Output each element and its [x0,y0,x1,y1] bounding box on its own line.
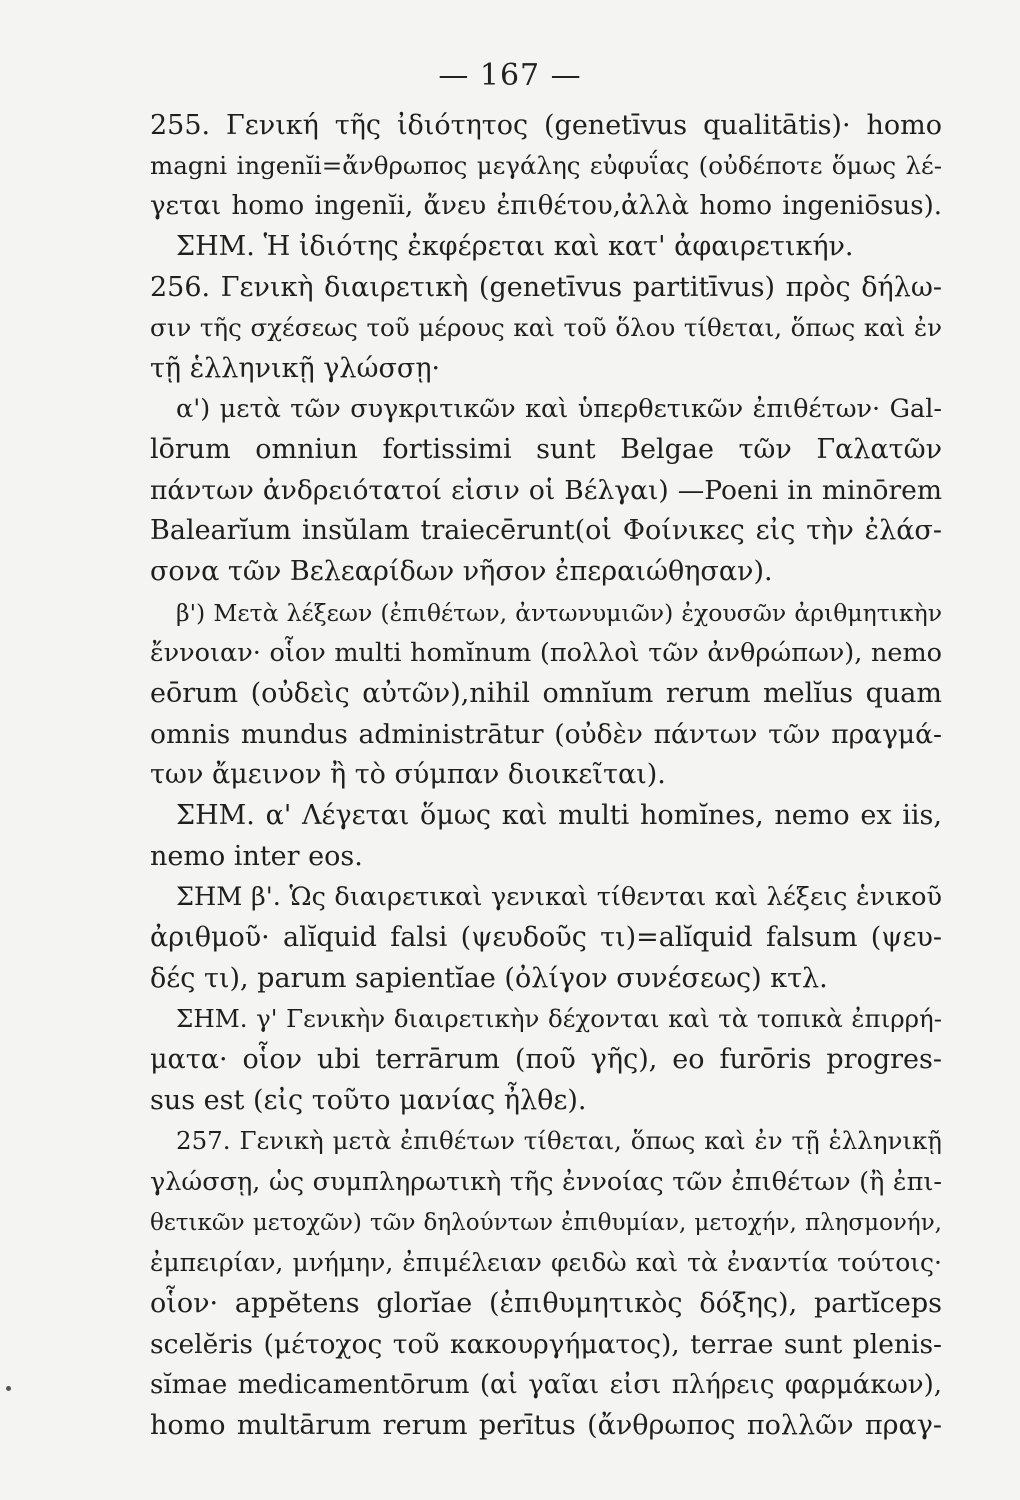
text-line: τῇ ἑλληνικῇ γλώσσῃ· [150,353,441,384]
text-line: ΣΗΜ β'. Ὡς διαιρετικαὶ γενικαὶ τίθενται καὶ λέξεις ἑνικοῦ [176,882,942,912]
text-line: β') Μετὰ λέξεων (ἐπιθέτων, ἀντωνυμιῶν) ἐχουσῶν ἀριθμητικὴν [176,599,942,627]
text-line: lōrum omniun fortissimi sunt Belgae τῶν Γαλατῶν [150,434,942,465]
text-line: nemo inter eos. [150,841,363,872]
text-line: 255. Γενική τῆς ἰδιότητος (genetīvus qualitātis)· homo [150,110,942,141]
text-line: homo multārum rerum perītus (ἄνθρωπος πολλῶν πραγ- [150,1410,942,1441]
text-line: ΣΗΜ. Ἡ ἰδιότης ἐκφέρεται καὶ κατ' ἀφαιρετικήν. [176,231,854,262]
text-line: sĭmae medicamentōrum (αἱ γαῖαι εἰσι πλήρεις φαρμάκων), [150,1370,942,1400]
text-line: σονα τῶν Βελεαρίδων νῆσον ἐπεραιώθησαν). [150,556,773,587]
text-line: γλώσσῃ, ὡς συμπληρωτικὴ τῆς ἐννοίας τῶν ἐπιθέτων (ἢ ἐπι- [150,1167,942,1197]
text-line: Balearĭum insŭlam traiecērunt(οἱ Φοίνικες εἰς τὴν ἐλάσ- [150,515,942,546]
text-line: ἐμπειρίαν, μνήμην, ἐπιμέλειαν φειδὼ καὶ τὰ ἐναντία τούτοις· [150,1248,942,1277]
text-line: πάντων ἀνδρειότατοί εἰσιν οἱ Βέλγαι) —Poeni in minōrem [150,475,942,506]
text-line: ἔννοιαν· οἷον multi homĭnum (πολλοὶ τῶν ἀνθρώπων), nemo [150,638,942,668]
text-line: eōrum (οὐδεὶς αὐτῶν),nihil omnĭum rerum melĭus quam [150,678,942,709]
text-line: scelĕris (μέτοχος τοῦ κακουργήματος), terrae sunt plenis- [150,1329,942,1360]
text-line: ΣΗΜ. γ' Γενικὴν διαιρετικὴν δέχονται καὶ τὰ τοπικὰ ἐπιρρή- [176,1004,942,1033]
margin-dot [6,1386,11,1391]
page-number: — 167 — [438,58,582,93]
text-line: omnis mundus administrātur (οὐδὲν πάντων τῶν πραγμά- [150,719,942,750]
text-line: ΣΗΜ. α' Λέγεται ὅμως καὶ multi homĭnes, nemo ex iis, [176,800,942,831]
text-line: οἷον· appĕtens glorĭae (ἐπιθυμητικὸς δόξης), partĭceps [150,1288,942,1319]
text-line: α') μετὰ τῶν συγκριτικῶν καὶ ὑπερθετικῶν ἐπιθέτων· Gal- [176,394,942,424]
text-line: magni ingenĭi=ἄνθρωπος μεγάλης εὐφυΐας (οὐδέποτε ὅμως λέ- [150,151,942,180]
text-line: 257. Γενικὴ μετὰ ἐπιθέτων τίθεται, ὅπως καὶ ἐν τῇ ἑλληνικῇ [176,1126,942,1155]
text-line: ἀριθμοῦ· alĭquid falsi (ψευδοῦς τι)=alĭquid falsum (ψευ- [150,922,942,953]
text-line: δές τι), parum sapientĭae (ὀλίγον συνέσεως) κτλ. [150,963,828,994]
text-line: των ἄμεινον ἢ τὸ σύμπαν διοικεῖται). [150,759,666,790]
text-line: ματα· οἷον ubi terrārum (ποῦ γῆς), eo furōris progres- [150,1044,942,1075]
text-line: 256. Γενικὴ διαιρετικὴ (genetīvus partitīvus) πρὸς δήλω- [150,272,942,303]
text-line: sus est (εἰς τοῦτο μανίας ἦλθε). [150,1085,587,1116]
text-line: θετικῶν μετοχῶν) τῶν δηλούντων ἐπιθυμίαν, μετοχήν, πλησμονήν, [150,1210,942,1236]
text-line: σιν τῆς σχέσεως τοῦ μέρους καὶ τοῦ ὅλου τίθεται, ὅπως καὶ ἐν [150,313,942,342]
text-line: γεται homo ingenĭi, ἄνευ ἐπιθέτου,ἀλλὰ homo ingeniōsus). [150,191,942,221]
